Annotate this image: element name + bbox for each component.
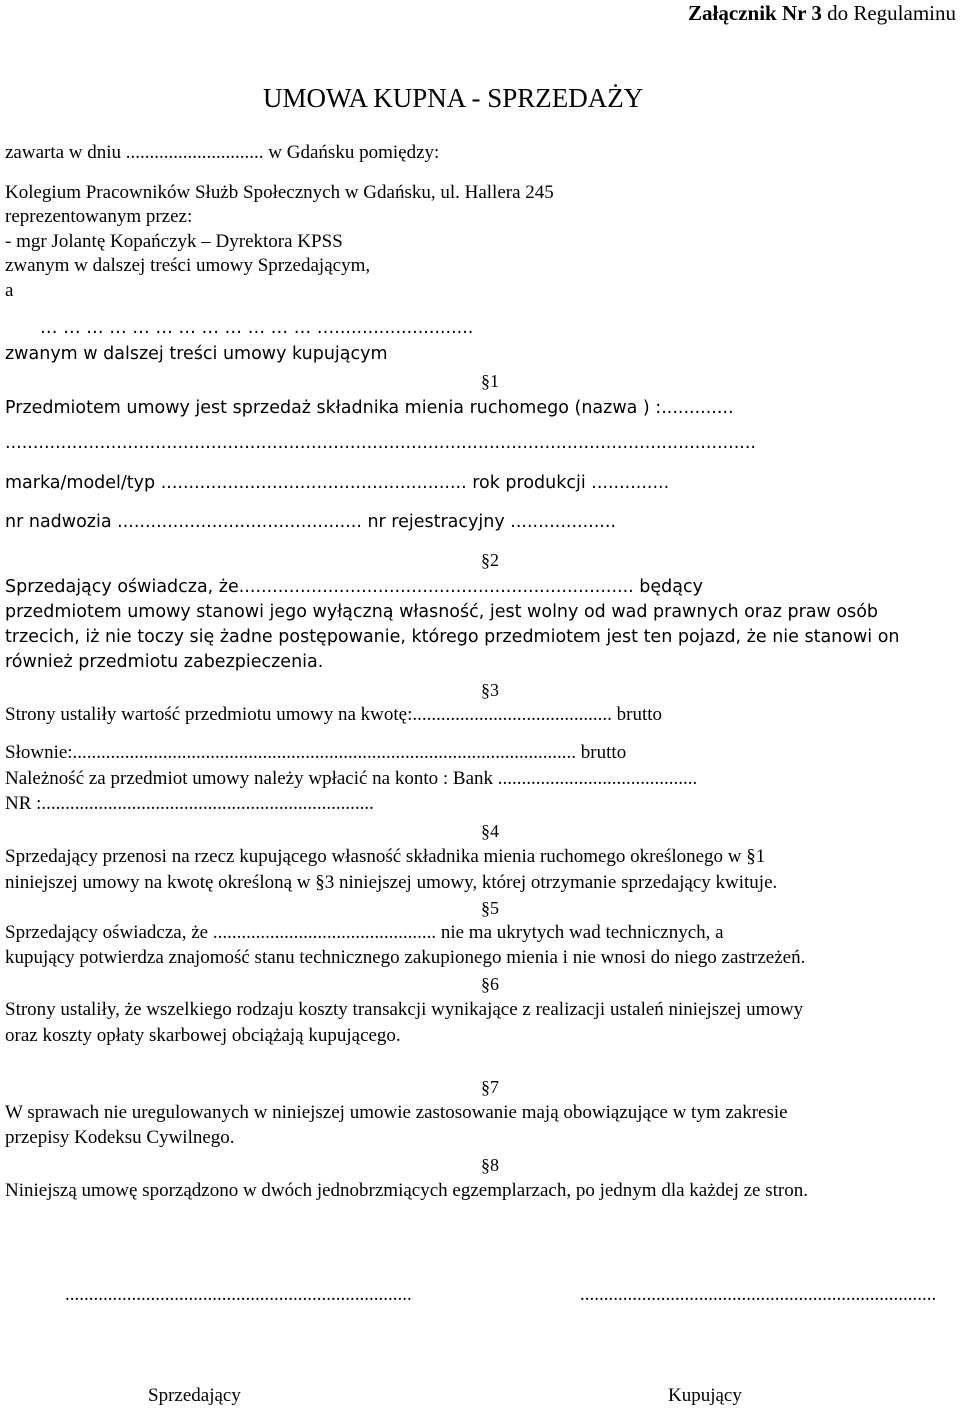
annex-header	[688, 0, 956, 26]
par4-line1: Sprzedający przenosi na rzecz kupującego własność składnika mienia ruchomego określonego w §1	[5, 846, 766, 867]
par7-line1: W sprawach nie uregulowanych w niniejszej umowie zastosowanie mają obowiązujące w tym zakresie	[5, 1102, 788, 1123]
par2-line2: przedmiotem umowy stanowi jego wyłączną własność, jest wolny od wad prawnych oraz praw osób	[5, 602, 879, 622]
intro-representative: - mgr Jolantę Kopańczyk – Dyrektora KPSS	[5, 231, 343, 252]
annex-number: Załącznik Nr 3	[688, 1, 822, 25]
par2-line3: trzecich, iż nie toczy się żadne postępowanie, którego przedmiotem jest ten pojazd, że nie stanowi on	[5, 627, 900, 647]
section-8-heading: §8	[481, 1155, 499, 1175]
intro-represented: reprezentowanym przez:	[5, 206, 193, 227]
par3-line4: NR :......................................................................	[5, 793, 374, 814]
par3-line2: Słownie:.......................................................................................................... brutto	[5, 742, 627, 763]
intro-buyer-dots: … … … … … … … … … … … … ….........................	[40, 318, 474, 338]
annex-rest: do Regulaminu	[827, 1, 956, 25]
par3-line3: Należność za przedmiot umowy należy wpłacić na konto : Bank ..........................................	[5, 768, 698, 789]
par2-line4: również przedmiotu zabezpieczenia.	[5, 652, 324, 672]
document-title: UMOWA KUPNA - SPRZEDAŻY	[263, 83, 644, 113]
buyer-signature-label: Kupujący	[668, 1385, 742, 1406]
intro-and: a	[5, 280, 14, 301]
section-3-heading: §3	[481, 680, 499, 700]
section-1-heading: §1	[481, 371, 499, 391]
par5-line2: kupujący potwierdza znajomość stanu technicznego zakupionego mienia i nie wnosi do niego zastrzeżeń.	[5, 947, 806, 968]
par1-line2: .......................................................................................................................................	[5, 433, 756, 453]
buyer-signature-line: ...........................................................................	[580, 1284, 937, 1305]
intro-buyer-called: zwanym w dalszej treści umowy kupującym	[5, 344, 388, 364]
intro-seller-org: Kolegium Pracowników Służb Społecznych w Gdańsku, ul. Hallera 245	[5, 182, 554, 203]
par4-line2: niniejszej umowy na kwotę określoną w §3 niniejszej umowy, której otrzymanie sprzedający kwituje.	[5, 872, 778, 893]
seller-signature-line: .........................................................................	[65, 1284, 412, 1305]
par8-line1: Niniejszą umowę sporządzono w dwóch jednobrzmiących egzemplarzach, po jednym dla każdej ze stron.	[5, 1180, 808, 1201]
section-5-heading: §5	[481, 898, 499, 918]
seller-signature-label: Sprzedający	[148, 1385, 241, 1406]
par2-line1: Sprzedający oświadcza, że....................................................................... będący	[5, 577, 703, 597]
par3-line1: Strony ustaliły wartość przedmiotu umowy na kwotę:.......................................... brutto	[5, 704, 663, 725]
section-6-heading: §6	[481, 974, 499, 994]
section-4-heading: §4	[481, 821, 499, 841]
par6-line2: oraz koszty opłaty skarbowej obciążają kupującego.	[5, 1025, 401, 1046]
par6-line1: Strony ustaliły, że wszelkiego rodzaju koszty transakcji wynikające z realizacji ustaleń niniejszej umowy	[5, 999, 804, 1020]
par1-line1: Przedmiotem umowy jest sprzedaż składnika mienia ruchomego (nazwa ) :.............	[5, 398, 734, 418]
intro-date-line: zawarta w dniu ............................. w Gdańsku pomiędzy:	[5, 142, 440, 163]
par1-vin-line: nr nadwozia ............................................ nr rejestracyjny ...................	[5, 512, 616, 532]
par1-make-line: marka/model/typ ....................................................... rok produkcji ..............	[5, 473, 670, 493]
section-2-heading: §2	[481, 550, 499, 570]
par7-line2: przepisy Kodeksu Cywilnego.	[5, 1127, 235, 1148]
section-7-heading: §7	[481, 1077, 499, 1097]
par5-line1: Sprzedający oświadcza, że ............................................... nie ma ukrytych wad technicznych, a	[5, 922, 724, 943]
intro-seller-called: zwanym w dalszej treści umowy Sprzedającym,	[5, 255, 371, 276]
